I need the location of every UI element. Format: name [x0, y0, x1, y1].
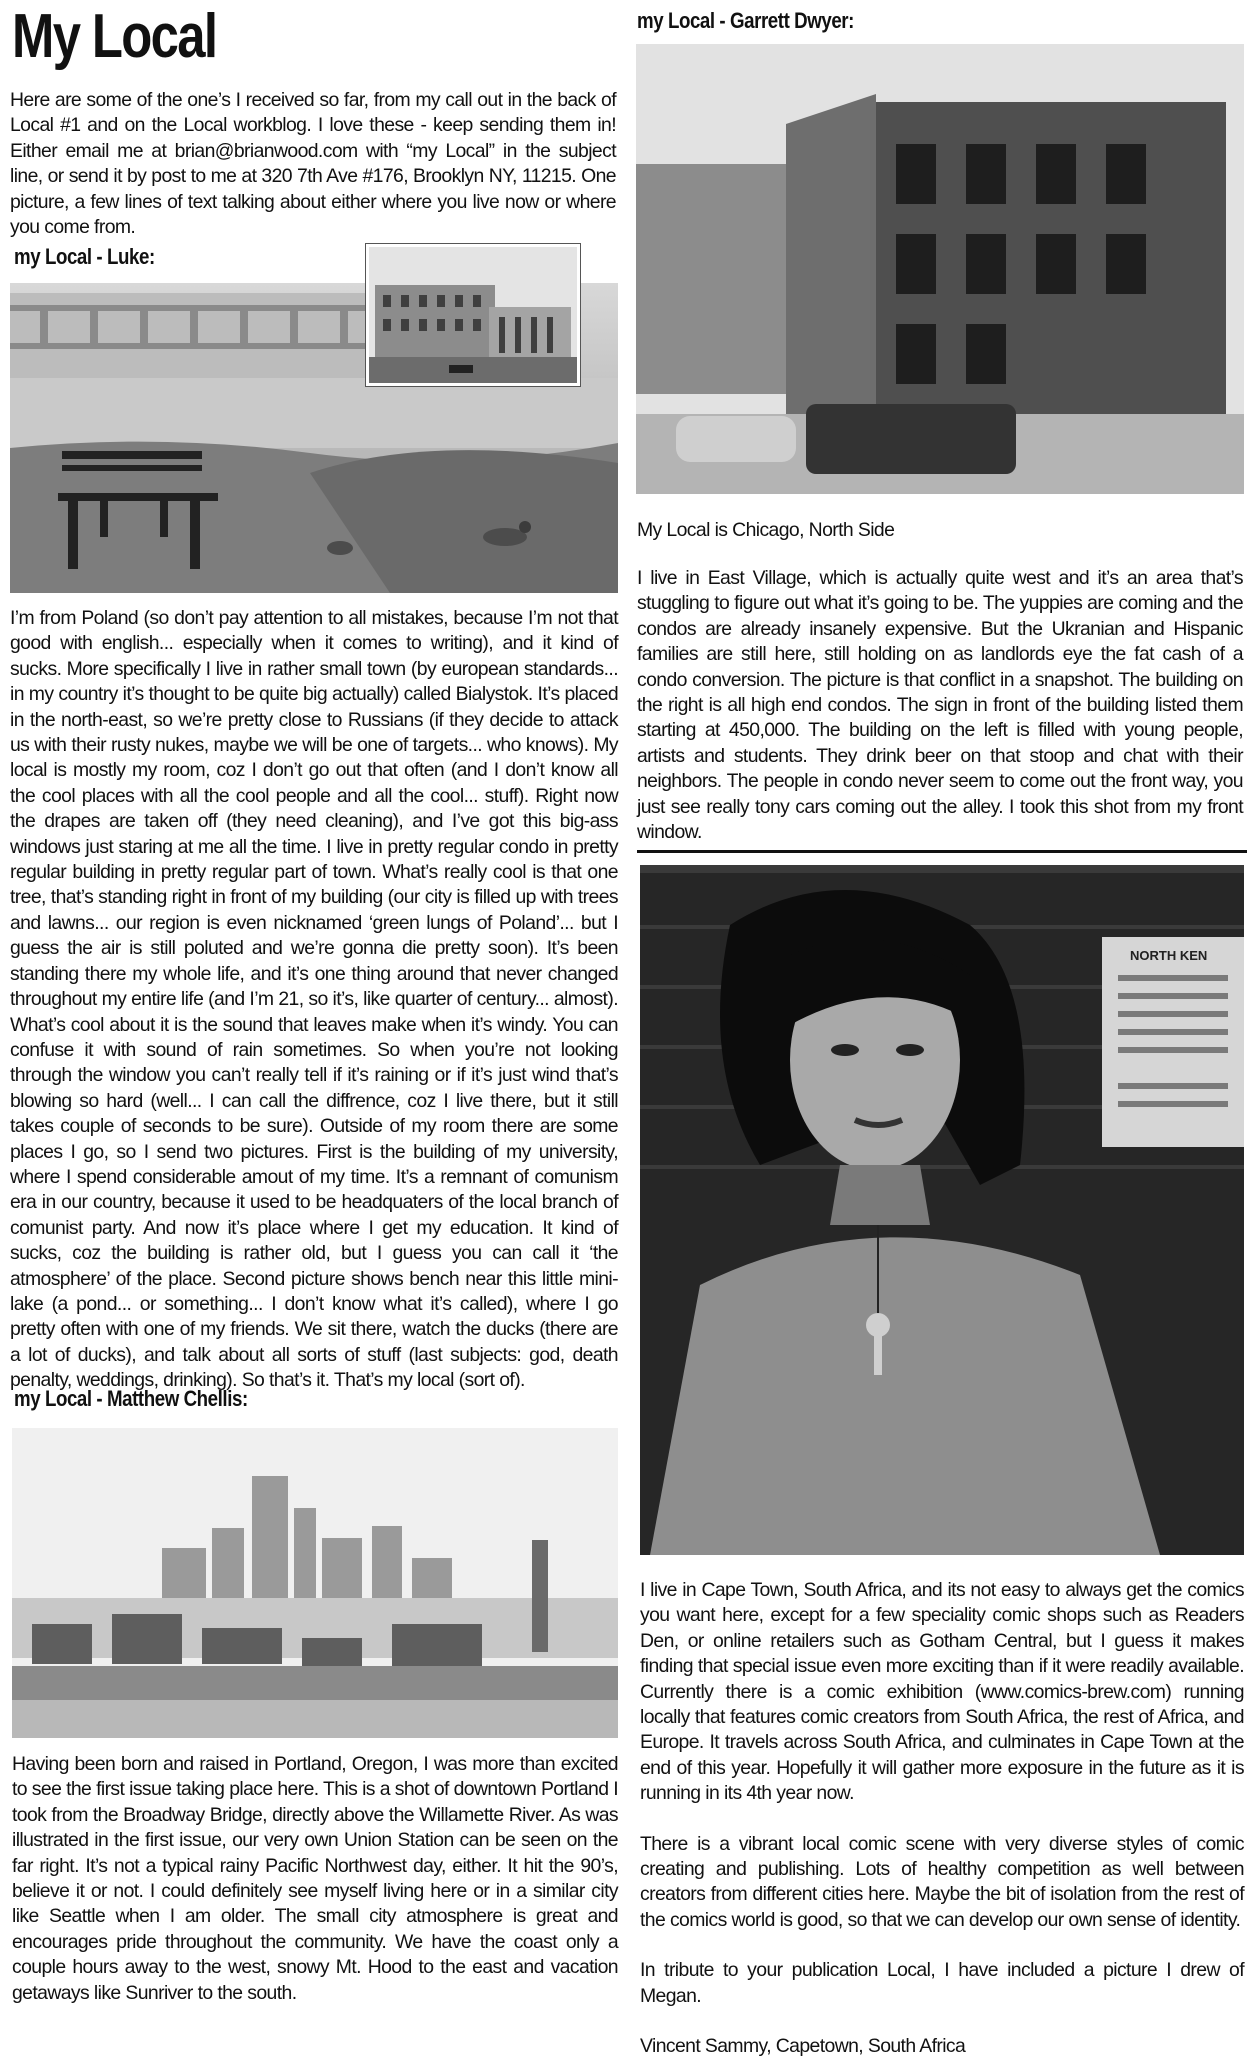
matthew-text	[12, 1752, 618, 2006]
garrett-paragraph: I live in East Village, which is actually quite west and it’s an area that’s stuggling to figure out what it’s going to be. The yuppies are coming and the condos are already insanely expensive. But the Ukranian and Hispanic families are still here, still holding on as landlords eye the fat cash of a condo conversion. The picture is that conflict in a snapshot. The building on the right is all high end condos. The sign in front of the building listed them starting at 450,000. The building on the left is filled with young people, artists and students. They drink beer on that stoop and chat with their neighbors. The people in condo never seem to come out the front way, you just see really tony cars coming out the alley. I took this shot from my front window.	[637, 567, 1243, 844]
garrett-caption	[637, 518, 1243, 543]
matthew-portland-photo	[12, 1428, 618, 1738]
vincent-signature: Vincent Sammy, Capetown, South Africa	[640, 2035, 966, 2058]
vincent-megan-illustration	[640, 865, 1244, 1555]
vincent-paragraph-1: I live in Cape Town, South Africa, and its not easy to always get the comics you want here, except for a few speciality comic shops such as Readers Den, or online retailers such as Gotham Central, but I guess it makes finding that special issue even more exciting than if it were readily available. Currently there is a comic exhibition (www.comics-brew.com) running locally that features comic creators from South Africa, the rest of Africa, and Europe. It travels across South Africa, and culminates in Cape Town at the end of this year. Hopefully it will gather more exposure in the future as it is running in its 4th year now.	[640, 1579, 1244, 1805]
luke-text	[10, 606, 618, 1394]
intro-paragraph: Here are some of the one’s I received so far, from my call out in the back of Local #1 and on the Local workblog. I love these - keep sending them in! Either email me at brian@brianwood.com with “my Local” in the subject line, or send it by post to me at 320 7th Ave #176, Brooklyn NY, 11215. One picture, a few lines of text talking about either where you live now or where you come from.	[10, 89, 616, 239]
garrett-text	[637, 566, 1243, 845]
luke-heading: my Local - Luke:	[14, 244, 155, 269]
poster-text: NORTH KEN	[1130, 948, 1208, 963]
garrett-chicago-photo	[636, 44, 1244, 494]
garrett-heading: my Local - Garrett Dwyer:	[637, 8, 854, 33]
luke-paragraph: I’m from Poland (so don’t pay attention to all mistakes, because I’m not that good with english... especially when it comes to writing), and it kind of sucks. More specifically I live in rather small town (by european standards... in my country it’s thought to be quite big actually) called Bialystok. It’s placed in the north-east, so we’re pretty close to Russians (if they decide to attack us with their rusty nukes, maybe we will be one of targets... who knows). My local is mostly my room, coz I don’t go out that often (and I don’t know all the cool places with all the cool people and all the cool... stuff). Right now the drapes are taken off (they need cleaning), and I’ve got this big-ass windows just staring at me all the time. I live in pretty regular condo in pretty regular building in pretty regular part of town. What’s really cool is that one tree, that’s standing right in front of my building (our city is filled up with trees and lawns... our region is even nicknamed ‘green lungs of Poland’... but I guess the air is still poluted and we’re gonna die pretty soon). It’s been standing there my whole life, and it’s one thing around that never changed throughout my entire life (and I’m 21, so it’s, like quarter of century... almost). What’s cool about it is the sound that leaves make when it’s windy. You can confuse it with sound of rain sometimes. So when you’re not looking through the window you can’t really tell if it’s raining or if it’s just wind that’s blowing so hard (well... I can call the diffrence, coz I live there, but it still takes couple of seconds to be sure). Outside of my room there are some places I go, so I send two pictures. First is the building of my university, where I spend considerable amout of my time. It’s a remnant of comunism era in our country, because it used to be headquaters of the local branch of comunist party. And now it’s place where I get my education. It kind of sucks, coz the building is rather old, but I guess you can call it ‘the atmosphere’ of the place. Second picture shows bench near this little mini-lake (a pond... or something... I don’t know what it’s called), where I go pretty often with one of my friends. We sit there, watch the ducks (there are a lot of ducks), and talk about all sorts of stuff (last subjects: god, death penalty, weddings, drinking). So that’s it. That’s my local (sort of).	[10, 607, 618, 1392]
matthew-heading: my Local - Matthew Chellis:	[14, 1386, 248, 1411]
luke-university-photo	[366, 244, 580, 386]
vincent-text	[640, 1578, 1244, 2060]
garrett-caption-text: My Local is Chicago, North Side	[637, 519, 895, 541]
vincent-paragraph-2: There is a vibrant local comic scene with very diverse styles of comic creating and publishing. Lots of healthy competition as well between creators from different cities here. Maybe the bit of isolation from the rest of the comics world is good, so that we can develop our own sense of identity.	[640, 1832, 1244, 1931]
section-divider	[637, 850, 1247, 853]
matthew-paragraph: Having been born and raised in Portland, Oregon, I was more than excited to see the first issue taking place here. This is a shot of downtown Portland I took from the Broadway Bridge, directly above the Willamette River. As was illustrated in the first issue, our very own Union Station can be seen on the far right. It’s not a typical rainy Pacific Northwest day, either. It hit the 90’s, believe it or not. I could definitely see myself living here or in a similar city like Seattle when I am older. The small city atmosphere is great and encourages pride throughout the community. We have the coast only a couple hours away to the west, snowy Mt. Hood to the east and vacation getaways like Sunriver to the south.	[12, 1753, 618, 2004]
page-title: My Local	[12, 2, 217, 71]
intro-text	[10, 88, 616, 240]
vincent-paragraph-3: In tribute to your publication Local, I have included a picture I drew of Megan.	[640, 1959, 1244, 2007]
